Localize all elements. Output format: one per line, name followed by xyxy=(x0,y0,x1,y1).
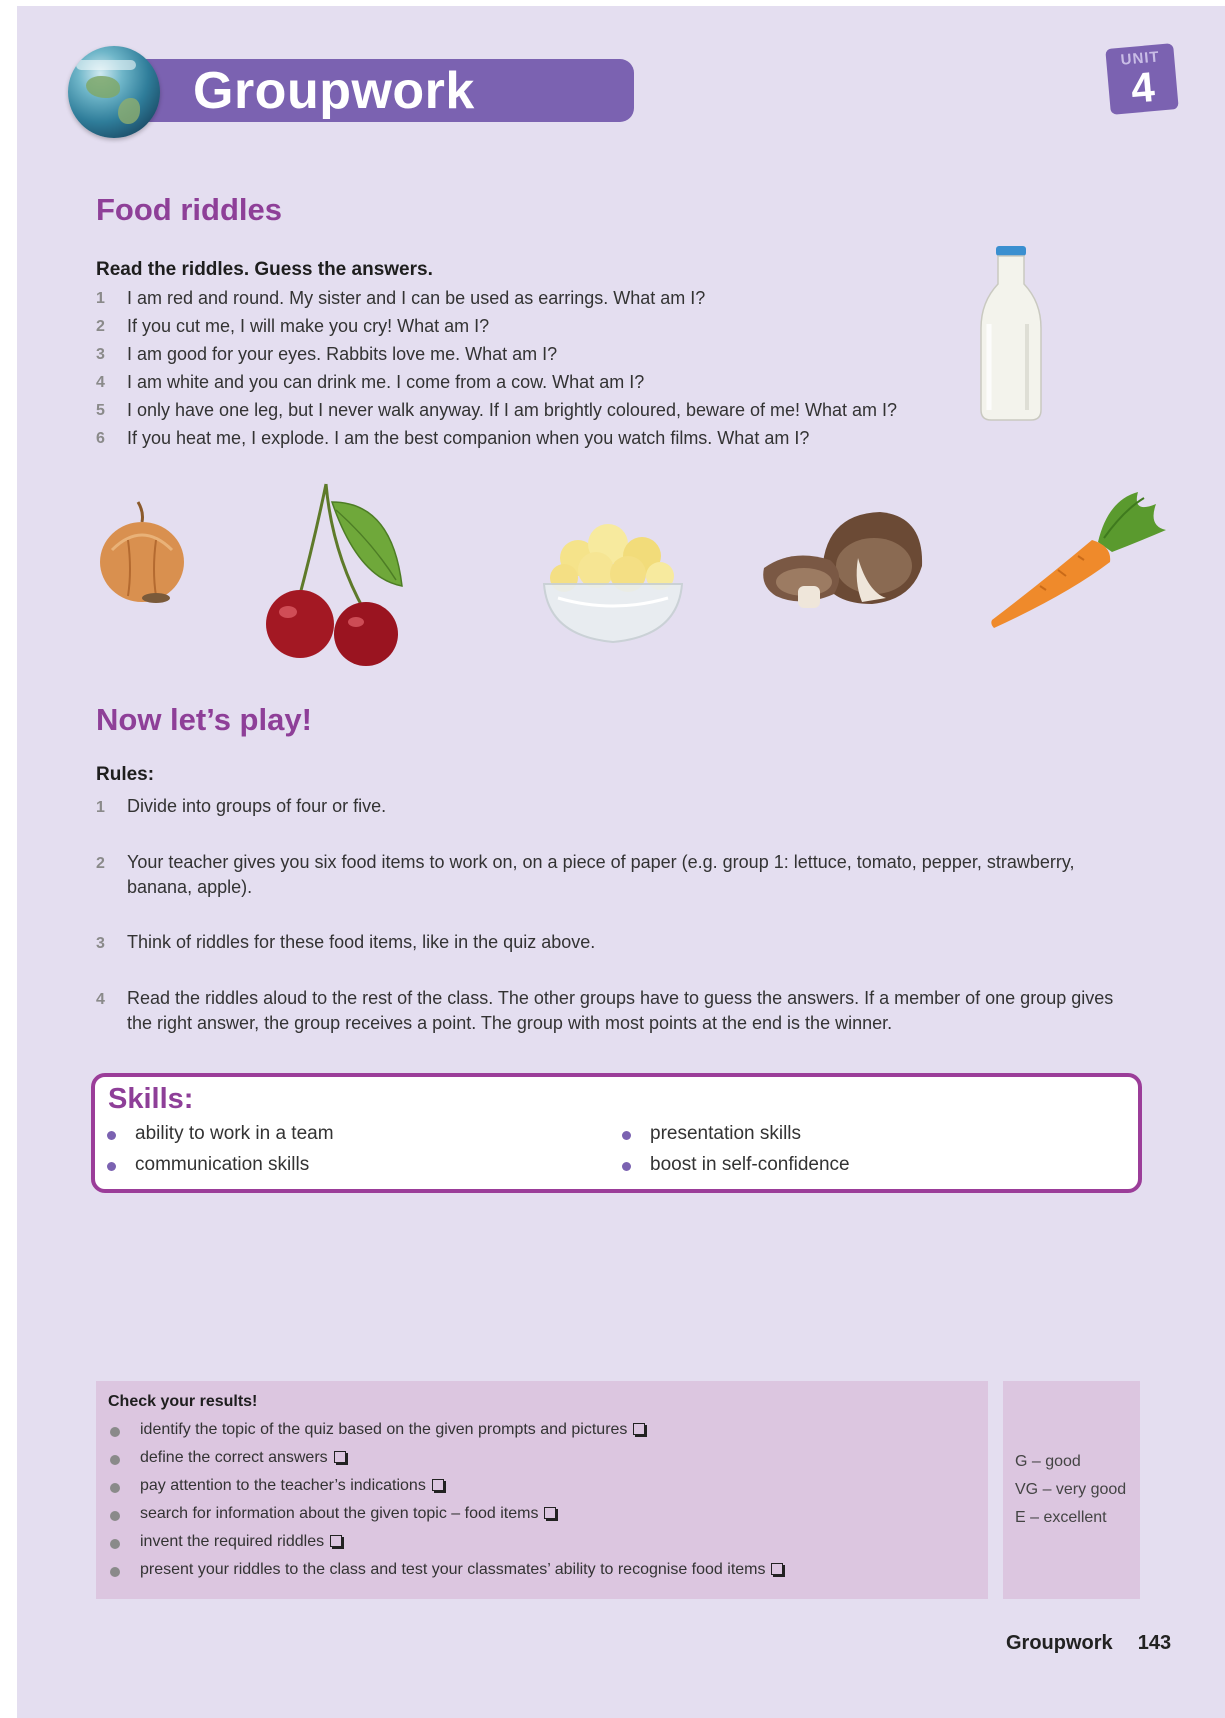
check-item: pay attention to the teacher’s indications xyxy=(140,1477,444,1495)
rule-number: 2 xyxy=(96,855,105,872)
grade-excellent: E – excellent xyxy=(1015,1509,1107,1526)
play-heading: Now let’s play! xyxy=(96,702,312,737)
checkbox-icon[interactable] xyxy=(334,1451,346,1463)
checkbox-icon[interactable] xyxy=(771,1563,783,1575)
checkbox-icon[interactable] xyxy=(544,1507,556,1519)
carrot-image xyxy=(988,490,1168,630)
globe-icon xyxy=(68,46,160,138)
skill-item: ability to work in a team xyxy=(135,1123,334,1144)
bullet-icon xyxy=(110,1567,120,1577)
popcorn-image xyxy=(538,518,688,646)
riddle-text: I only have one leg, but I never walk anyway. If I am brightly coloured, beware of me! What am I? xyxy=(127,400,898,420)
riddle-number: 5 xyxy=(96,402,105,419)
riddles-heading: Food riddles xyxy=(96,192,282,227)
bullet-icon xyxy=(110,1455,120,1465)
checkbox-icon[interactable] xyxy=(432,1479,444,1491)
riddle-text: If you heat me, I explode. I am the best companion when you watch films. What am I? xyxy=(127,428,810,448)
checkbox-icon[interactable] xyxy=(330,1535,342,1547)
grade-very-good: VG – very good xyxy=(1015,1481,1127,1498)
riddle-text: I am good for your eyes. Rabbits love me. What am I? xyxy=(127,344,558,364)
unit-label: UNIT xyxy=(1120,48,1161,69)
grade-good: G – good xyxy=(1015,1453,1081,1470)
riddles-instruction: Read the riddles. Guess the answers. xyxy=(96,259,433,280)
riddle-text: I am red and round. My sister and I can be used as earrings. What am I? xyxy=(127,288,706,308)
rule-text: Your teacher gives you six food items to work on, on a piece of paper (e.g. group 1: lettuce, tomato, pepper, strawberry, banana, apple). xyxy=(127,852,1075,897)
riddle-text: I am white and you can drink me. I come from a cow. What am I? xyxy=(127,372,645,392)
bullet-icon xyxy=(110,1539,120,1549)
check-results-title: Check your results! xyxy=(108,1393,258,1410)
page-number: 143 xyxy=(1137,1632,1172,1654)
riddle-number: 3 xyxy=(96,346,105,363)
checkbox-icon[interactable] xyxy=(633,1423,645,1435)
rule-text: Think of riddles for these food items, like in the quiz above. xyxy=(127,932,596,952)
rule-text: Read the riddles aloud to the rest of the class. The other groups have to guess the answers. If a member of one group gives the right answer, the group receives a point. The group with most points at the end is the winner. xyxy=(127,988,1114,1033)
rule-number: 1 xyxy=(96,799,105,816)
check-item: define the correct answers xyxy=(140,1449,346,1467)
bullet-icon xyxy=(107,1131,116,1140)
check-item: present your riddles to the class and test your classmates’ ability to recognise food items xyxy=(140,1561,783,1579)
rule-number: 4 xyxy=(96,991,105,1008)
mushrooms-image xyxy=(762,508,924,618)
skills-title: Skills: xyxy=(108,1083,194,1115)
check-item: invent the required riddles xyxy=(140,1533,342,1551)
riddle-number: 6 xyxy=(96,430,105,447)
riddle-number: 2 xyxy=(96,318,105,335)
check-item: search for information about the given topic – food items xyxy=(140,1505,556,1523)
unit-badge xyxy=(1105,43,1178,115)
unit-number: 4 xyxy=(1129,63,1157,112)
bullet-icon xyxy=(110,1427,120,1437)
bullet-icon xyxy=(107,1162,116,1171)
rule-number: 3 xyxy=(96,935,105,952)
rules-label: Rules: xyxy=(96,764,155,785)
rule-text: Divide into groups of four or five. xyxy=(127,796,387,816)
bullet-icon xyxy=(110,1511,120,1521)
skill-item: boost in self-confidence xyxy=(650,1154,850,1175)
cherries-image xyxy=(262,482,408,668)
skill-item: presentation skills xyxy=(650,1123,802,1144)
bullet-icon xyxy=(622,1131,631,1140)
bullet-icon xyxy=(110,1483,120,1493)
page-footer xyxy=(1006,1632,1171,1655)
check-item: identify the topic of the quiz based on the given prompts and pictures xyxy=(140,1421,645,1439)
riddle-text: If you cut me, I will make you cry! What am I? xyxy=(127,316,490,336)
onion-image xyxy=(98,500,188,606)
milk-bottle-image xyxy=(975,244,1055,422)
skill-item: communication skills xyxy=(135,1154,310,1175)
bullet-icon xyxy=(622,1162,631,1171)
riddle-number: 1 xyxy=(96,290,105,307)
footer-section: Groupwork xyxy=(1006,1632,1113,1654)
page-title: Groupwork xyxy=(193,62,475,120)
riddle-number: 4 xyxy=(96,374,105,391)
